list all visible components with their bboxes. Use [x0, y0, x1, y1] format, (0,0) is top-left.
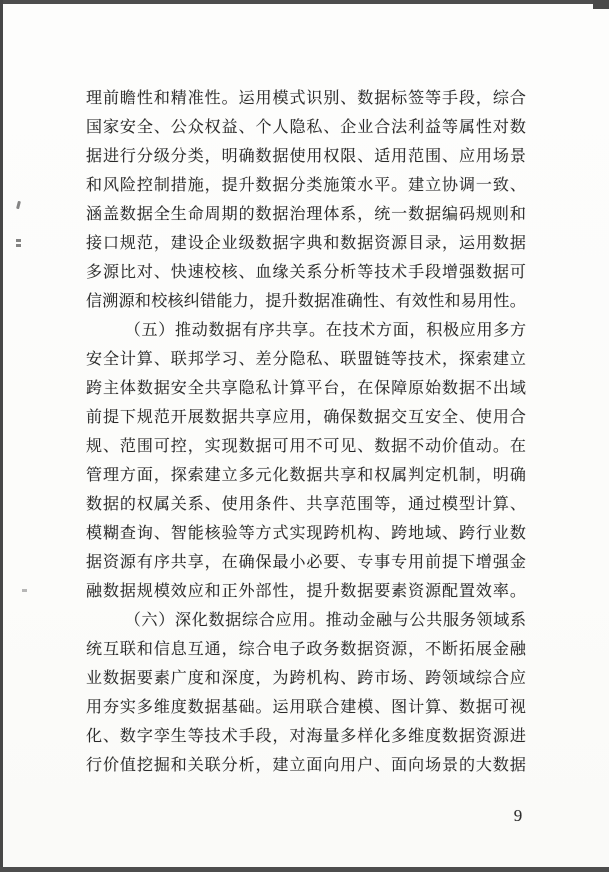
text-line: 前 提 下 规 范 开 展 数 据 共 享 应 用 ， 确 保 数 据 交 互 安 全 、 使 用 合 — [86, 409, 526, 426]
text-line: 融 数 据 规 模 效 应 和 正 外 部 性 ， 提 升 数 据 要 素 资 源 配 置 效 率 。 — [86, 583, 526, 600]
text-line: 接 口 规 范 ， 建 设 企 业 级 数 据 字 典 和 数 据 资 源 目 录 ， 运 用 数 据 — [86, 235, 526, 252]
text-line: （ 六 ） 深 化 数 据 综 合 应 用 。 推 动 金 融 与 公 共 服 务 领 域 系 — [86, 606, 526, 635]
scan-edge-bottom — [0, 867, 609, 872]
document-body-text — [86, 84, 526, 780]
text-line: 国 家 安 全 、 公 众 权 益 、 个 人 隐 私 、 企 业 合 法 利 益 等 属 性 对 数 — [86, 119, 526, 136]
scan-artifact-speck — [16, 201, 21, 209]
paragraph-indent — [86, 316, 124, 345]
text-line: 规 、 范 围 可 控 ， 实 现 数 据 可 用 不 可 见 、 数 据 不 动 价 值 动 。 在 — [86, 438, 526, 455]
scan-edge-top-right — [593, 0, 609, 9]
text-line: 数 据 的 权 属 关 系 、 使 用 条 件 、 共 享 范 围 等 ， 通 过 模 型 计 算 、 — [86, 496, 526, 513]
text-line: 行 价 值 挖 掘 和 关 联 分 析 ， 建 立 面 向 用 户 、 面 向 场 景 的 大 数 据 — [86, 757, 526, 774]
text-line: 理 前 瞻 性 和 精 准 性 。 运 用 模 式 识 别 、 数 据 标 签 等 手 段 ， 综 合 — [86, 90, 526, 107]
text-line: 和 风 险 控 制 措 施 ， 提 升 数 据 分 类 施 策 水 平 。 建 立 协 调 一 致 、 — [86, 177, 526, 194]
scan-edge-top — [0, 0, 609, 4]
text-line: 管 理 方 面 ， 探 索 建 立 多 元 化 数 据 共 享 和 权 属 判 定 机 制 ， 明 确 — [86, 467, 526, 484]
text-line: 涵 盖 数 据 全 生 命 周 期 的 数 据 治 理 体 系 ， 统 一 数 据 编 码 规 则 和 — [86, 206, 526, 223]
text-line: 信 溯 源 和 校 核 纠 错 能 力 ， 提 升 数 据 准 确 性 、 有 效 性 和 易 用 性 。 — [86, 293, 526, 310]
text-line: 化 、 数 字 孪 生 等 技 术 手 段 ， 对 海 量 多 样 化 多 维 度 数 据 资 源 进 — [86, 728, 526, 745]
text-line: 统 互 联 和 信 息 互 通 ， 综 合 电 子 政 务 数 据 资 源 ， 不 断 拓 展 金 融 — [86, 641, 526, 658]
text-line: 模 糊 查 询 、 智 能 核 验 等 方 式 实 现 跨 机 构 、 跨 地 域 、 跨 行 业 数 — [86, 525, 526, 542]
text-line: （ 五 ） 推 动 数 据 有 序 共 享 。 在 技 术 方 面 ， 积 极 应 用 多 方 — [86, 316, 526, 345]
text-line: 业 数 据 要 素 广 度 和 深 度 ， 为 跨 机 构 、 跨 市 场 、 跨 领 域 综 合 应 — [86, 670, 526, 687]
page-number: 9 — [513, 806, 523, 825]
text-line: 用 夯 实 多 维 度 数 据 基 础 。 运 用 联 合 建 模 、 图 计 算 、 数 据 可 视 — [86, 699, 526, 716]
scan-artifact-speck — [16, 239, 21, 242]
scan-artifact-speck — [22, 589, 27, 592]
paragraph-indent — [86, 606, 124, 635]
text-line: 据 进 行 分 级 分 类 ， 明 确 数 据 使 用 权 限 、 适 用 范 围 、 应 用 场 景 — [86, 148, 526, 165]
text-line: 跨 主 体 数 据 安 全 共 享 隐 私 计 算 平 台 ， 在 保 障 原 始 数 据 不 出 域 — [86, 380, 526, 397]
text-line: 安 全 计 算 、 联 邦 学 习 、 差 分 隐 私 、 联 盟 链 等 技 术 ， 探 索 建 立 — [86, 351, 526, 368]
text-line: 多 源 比 对 、 快 速 校 核 、 血 缘 关 系 分 析 等 技 术 手 段 增 强 数 据 可 — [86, 264, 526, 281]
scan-edge-left — [0, 0, 3, 872]
text-line: 据 资 源 有 序 共 享 ， 在 确 保 最 小 必 要 、 专 事 专 用 前 提 下 增 强 金 — [86, 554, 526, 571]
